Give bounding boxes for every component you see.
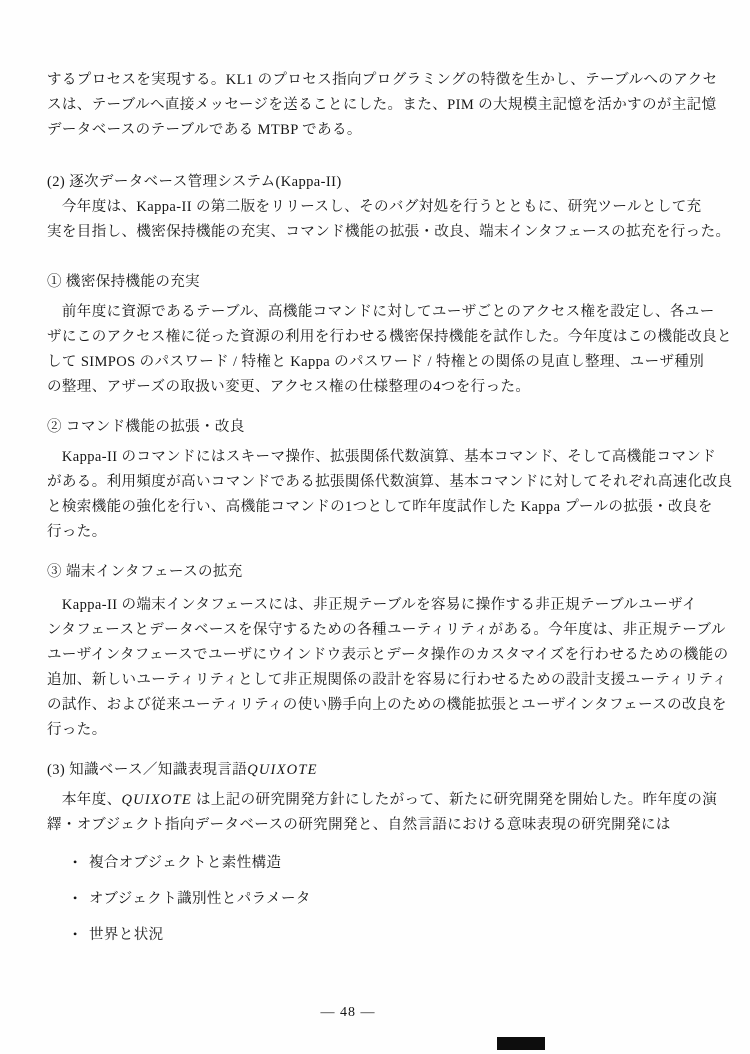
text-line: 行った。: [47, 524, 107, 540]
quixote-line-post: は上記の研究開発方針にしたがって、新たに研究開発を開始した。昨年度の演: [191, 792, 718, 808]
list-item: [73, 922, 719, 948]
text-line: ユーザインタフェースでユーザにウインドウ表示とデータ操作のカスタマイズを行わせるための機能の: [47, 647, 729, 663]
text-line: ザにこのアクセス権に従った資源の利用を行わせる機密保持機能を試作した。今年度はこの機能改良と: [47, 329, 732, 345]
heading-section-3-prefix: (3) 知識ベース／知識表現言語: [47, 762, 248, 778]
paragraph-quixote-development: [47, 788, 719, 838]
text-line: Kappa-II のコマンドにはスキーマ操作、拡張関係代数演算、基本コマンド、そして高機能コマンド: [47, 449, 717, 465]
text-line: [47, 788, 719, 813]
text-line: と検索機能の強化を行い、高機能コマンドの1つとして昨年度試作した Kappa プールの拡張・改良を: [47, 499, 713, 515]
text-line: データベースのテーブルである MTBP である。: [47, 122, 362, 138]
text-line: スは、テーブルへ直接メッセージを送ることにした。また、PIM の大規模主記憶を活かすのが主記憶: [47, 97, 717, 113]
research-topic-list: [47, 850, 719, 948]
text-line: 追加、新しいユーティリティとして非正規関係の設計を容易に行わせるための設計支援ユーティリティ: [47, 672, 728, 688]
page-content: [47, 68, 733, 958]
list-item-label: オブジェクト識別性とパラメータ: [89, 891, 311, 907]
heading-section-3-quixote: [47, 758, 719, 783]
text-line: して SIMPOS のパスワード / 特権と Kappa のパスワード / 特権との関係の見直し整理、ユーザ種別: [47, 354, 705, 370]
paragraph-security-function: [47, 300, 732, 400]
text-line: 行った。: [47, 722, 107, 738]
scan-artifact-mark: [497, 1037, 545, 1050]
text-line: の試作、および従来ユーティリティの使い勝手向上のための機能拡張とユーザインタフェースの改良を: [47, 697, 727, 713]
heading-item-3-terminal: ③ 端末インタフェースの拡充: [47, 564, 243, 580]
text-line: 繹・オブジェクト指向データベースの研究開発と、自然言語における意味表現の研究開発には: [47, 817, 671, 833]
quixote-wordmark: QUIXOTE: [121, 792, 192, 808]
text-line: の整理、アザーズの取扱い変更、アクセス権の仕様整理の4つを行った。: [47, 379, 531, 395]
paragraph-kappa-overview: [47, 195, 731, 245]
text-line: 実を目指し、機密保持機能の充実、コマンド機能の拡張・改良、端末インタフェースの拡充を行った。: [47, 224, 731, 240]
heading-item-1-security: ① 機密保持機能の充実: [47, 274, 201, 290]
bullet-icon: •: [73, 855, 78, 869]
text-line: 前年度に資源であるテーブル、高機能コマンドに対してユーザごとのアクセス権を設定し、各ユー: [47, 304, 715, 320]
text-line: がある。利用頻度が高いコマンドである拡張関係代数演算、基本コマンドに対してそれぞれ高速化改良: [47, 474, 733, 490]
list-item: [73, 850, 719, 876]
quixote-wordmark: QUIXOTE: [247, 762, 318, 778]
page-number: — 48 —: [320, 1005, 376, 1020]
list-item: [73, 886, 719, 912]
bullet-icon: •: [73, 927, 78, 941]
text-line: ンタフェースとデータベースを保守するための各種ユーティリティがある。今年度は、非正規テーブル: [47, 622, 726, 638]
paragraph-mtbp-continuation: [47, 68, 719, 143]
text-line: Kappa-II の端末インタフェースには、非正規テーブルを容易に操作する非正規テーブルユーザイ: [47, 597, 697, 613]
paragraph-terminal-interface: [47, 593, 729, 743]
bullet-icon: •: [73, 891, 78, 905]
page-footer: [0, 1000, 696, 1025]
heading-section-2-kappa: (2) 逐次データベース管理システム(Kappa-II): [47, 174, 342, 190]
text-line: するプロセスを実現する。KL1 のプロセス指向プログラミングの特徴を生かし、テーブルへのアクセ: [47, 72, 718, 88]
paragraph-command-function: [47, 445, 733, 545]
list-item-label: 世界と状況: [89, 927, 164, 943]
text-line: 今年度は、Kappa-II の第二版をリリースし、そのバグ対処を行うとともに、研究ツールとして充: [47, 199, 702, 215]
list-item-label: 複合オブジェクトと素性構造: [89, 855, 282, 871]
heading-item-2-commands: ② コマンド機能の拡張・改良: [47, 419, 245, 435]
quixote-line-pre: 本年度、: [47, 792, 122, 808]
